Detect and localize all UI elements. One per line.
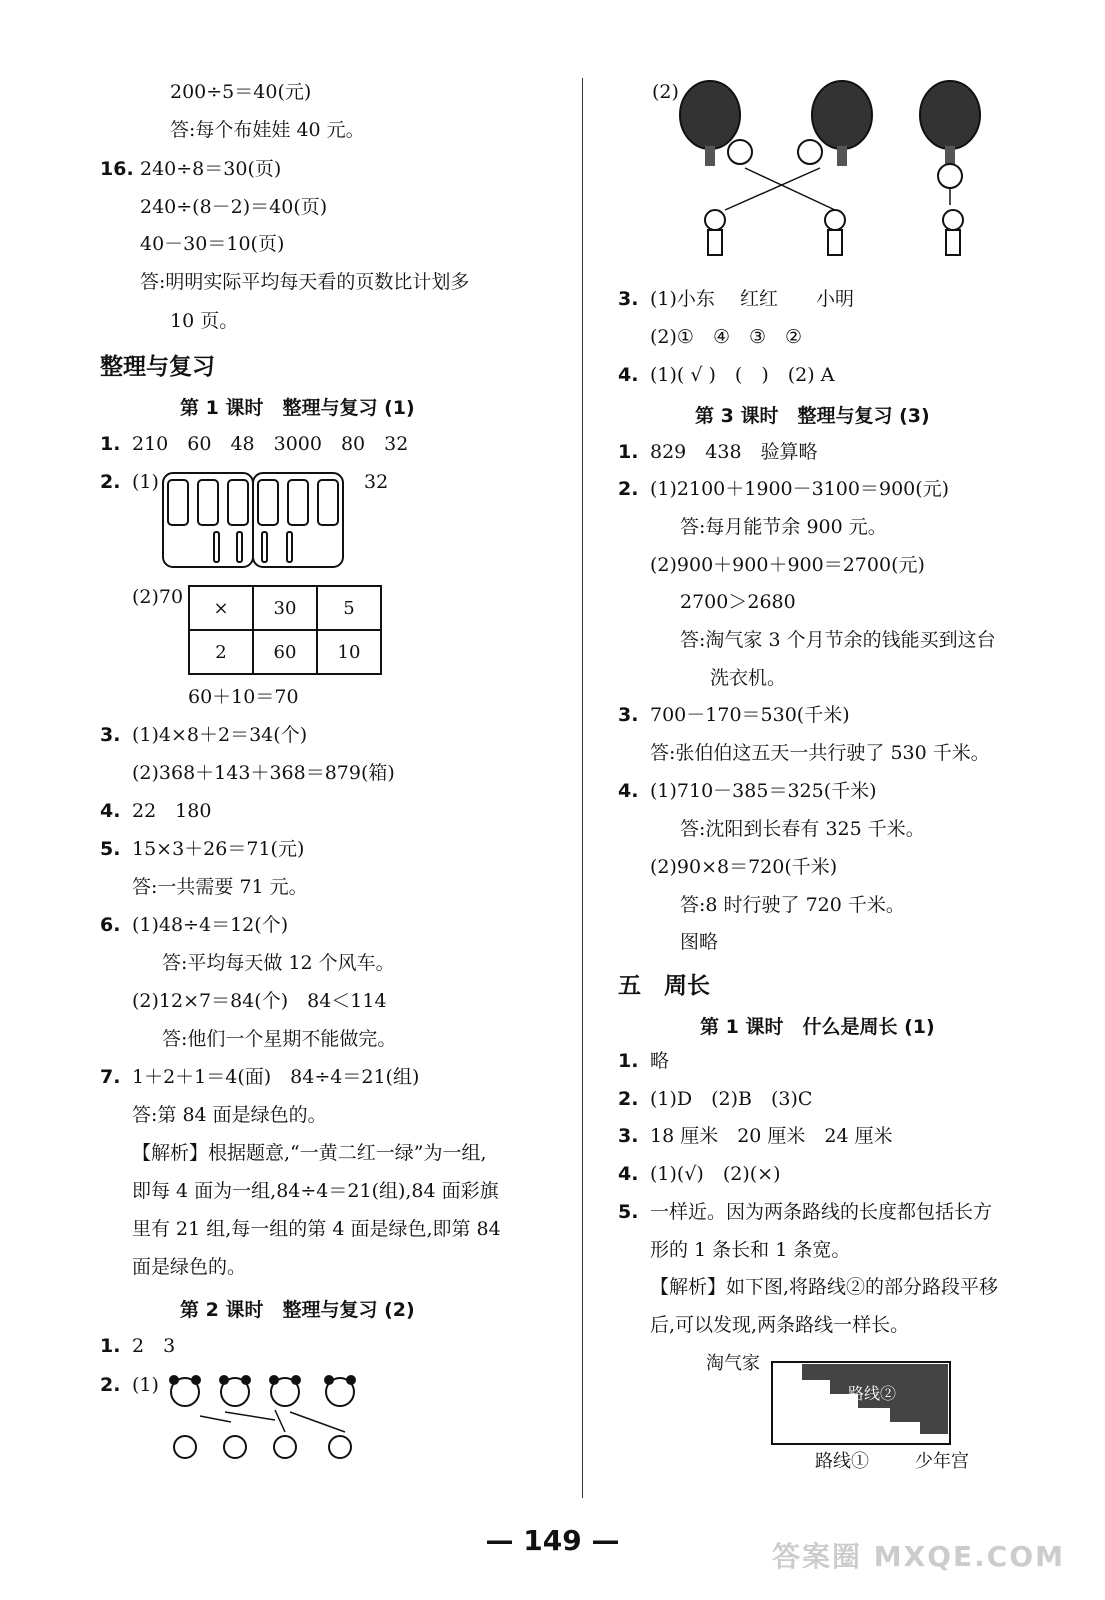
equation-line: (2)12×7＝84(个) 84＜114 <box>132 990 387 1012</box>
answer-line: 答:每月能节余 900 元。 <box>680 516 887 538</box>
question-number: 3. <box>618 1125 639 1147</box>
answer-line: (1)( √ ) ( ) (2) A <box>650 364 835 386</box>
counting-sticks-figure <box>162 470 347 570</box>
answer-line: 829 438 验算略 <box>650 441 818 463</box>
map-label-route2: 路线② <box>848 1384 897 1403</box>
answer-line: 洗衣机。 <box>710 667 787 689</box>
question-number: 4. <box>100 800 121 822</box>
analysis-line: 里有 21 组,每一组的第 4 面是绿色,即第 84 <box>132 1218 501 1240</box>
panda-matching-figure <box>165 1372 370 1468</box>
map-label-destination: 少年宫 <box>915 1451 969 1472</box>
equation-line: 240÷(8－2)＝40(页) <box>140 196 328 218</box>
section-heading: 整理与复习 <box>100 354 215 380</box>
table-cell: 2 <box>189 630 253 674</box>
answer-value: 32 <box>364 471 389 493</box>
answer-line: 图略 <box>680 931 719 953</box>
question-number: 1. <box>618 441 639 463</box>
answer-line: 一样近。因为两条路线的长度都包括长方 <box>650 1201 993 1223</box>
table-cell: 5 <box>317 586 381 630</box>
analysis-line: 面是绿色的。 <box>132 1256 247 1278</box>
sub-label: (1) <box>132 471 159 493</box>
answer-line: 答:沈阳到长春有 325 千米。 <box>680 818 925 840</box>
chapter-heading: 五 周长 <box>618 973 710 999</box>
answer-line: 答:张伯伯这五天一共行驶了 530 千米。 <box>650 742 990 764</box>
watermark-logo: 答案圈 MXQE.COM <box>772 1540 1065 1573</box>
equation-line: (2)368＋143＋368＝879(箱) <box>132 762 395 784</box>
answer-line: 答:一共需要 71 元。 <box>132 876 308 898</box>
lesson-heading: 第 3 课时 整理与复习 (3) <box>695 405 930 427</box>
answer-line: (2)① ④ ③ ② <box>650 326 803 348</box>
question-number: 3. <box>100 724 121 746</box>
question-number: 4. <box>618 364 639 386</box>
answer-line: 22 180 <box>132 800 212 822</box>
question-number: 2. <box>100 471 121 493</box>
answer-line: 略 <box>650 1050 670 1072</box>
question-number: 2. <box>618 478 639 500</box>
answer-line: (1)小东 红红 小明 <box>650 288 854 310</box>
answer-line: (1)(√) (2)(×) <box>650 1163 781 1185</box>
map-label-home: 淘气家 <box>706 1353 760 1374</box>
equation-line: (1)4×8＋2＝34(个) <box>132 724 308 746</box>
lesson-heading: 第 1 课时 整理与复习 (1) <box>180 397 415 419</box>
analysis-line: 【解析】如下图,将路线②的部分路段平移 <box>650 1276 999 1298</box>
question-number: 5. <box>100 838 121 860</box>
question-number: 3. <box>618 288 639 310</box>
column-divider <box>582 78 583 1498</box>
analysis-line: 即每 4 面为一组,84÷4＝21(组),84 面彩旗 <box>132 1180 499 1202</box>
equation-line: 60＋10＝70 <box>188 686 299 708</box>
answer-line: 210 60 48 3000 80 32 <box>132 433 409 455</box>
answer-line: 答:每个布娃娃 40 元。 <box>170 119 365 141</box>
table-cell: 60 <box>253 630 317 674</box>
trees-balls-figure <box>670 80 990 275</box>
lesson-heading: 第 2 课时 整理与复习 (2) <box>180 1299 415 1321</box>
page-number: — 149 — <box>485 1524 620 1557</box>
answer-line: 答:淘气家 3 个月节余的钱能买到这台 <box>680 629 996 651</box>
answer-line: 形的 1 条长和 1 条宽。 <box>650 1239 851 1261</box>
table-cell: × <box>189 586 253 630</box>
question-number: 4. <box>618 780 639 802</box>
question-number: 1. <box>100 433 121 455</box>
sub-label: (2) <box>652 81 679 103</box>
table-cell: 10 <box>317 630 381 674</box>
equation-line: (1)710－385＝325(千米) <box>650 780 877 802</box>
multiplication-table <box>188 585 382 675</box>
question-number: 7. <box>100 1066 121 1088</box>
question-number: 16. <box>100 158 134 180</box>
equation-line: 240÷8＝30(页) <box>140 158 282 180</box>
question-number: 1. <box>100 1335 121 1357</box>
answer-line: 答:平均每天做 12 个风车。 <box>162 952 395 974</box>
question-number: 2. <box>618 1088 639 1110</box>
lesson-heading: 第 1 课时 什么是周长 (1) <box>700 1016 935 1038</box>
equation-line: (2)90×8＝720(千米) <box>650 856 838 878</box>
map-label-route1: 路线① <box>815 1451 869 1472</box>
sub-label: (2)70 <box>132 586 184 608</box>
question-number: 3. <box>618 704 639 726</box>
equation-line: 40－30＝10(页) <box>140 233 285 255</box>
question-number: 1. <box>618 1050 639 1072</box>
equation-line: (1)48÷4＝12(个) <box>132 914 289 936</box>
question-number: 5. <box>618 1201 639 1223</box>
answer-line: 答:第 84 面是绿色的。 <box>132 1104 327 1126</box>
answer-line: 答:他们一个星期不能做完。 <box>162 1028 397 1050</box>
equation-line: 700－170＝530(千米) <box>650 704 850 726</box>
analysis-line: 【解析】根据题意,“一黄二红一绿”为一组, <box>132 1142 487 1164</box>
question-number: 2. <box>100 1374 121 1396</box>
equation-line: 15×3＋26＝71(元) <box>132 838 305 860</box>
equation-line: 2700＞2680 <box>680 591 796 613</box>
equation-line: 1＋2＋1＝4(面) 84÷4＝21(组) <box>132 1066 420 1088</box>
table-cell: 30 <box>253 586 317 630</box>
equation-line: (2)900＋900＋900＝2700(元) <box>650 554 925 576</box>
answer-line: 10 页。 <box>170 310 239 332</box>
sub-label: (1) <box>132 1374 159 1396</box>
answer-line: 2 3 <box>132 1335 176 1357</box>
answer-line: 答:明明实际平均每天看的页数比计划多 <box>140 271 470 293</box>
answer-line: 答:8 时行驶了 720 千米。 <box>680 894 905 916</box>
answer-line: (1)D (2)B (3)C <box>650 1088 813 1110</box>
equation-line: (1)2100＋1900－3100＝900(元) <box>650 478 950 500</box>
answer-line: 18 厘米 20 厘米 24 厘米 <box>650 1125 893 1147</box>
question-number: 4. <box>618 1163 639 1185</box>
question-number: 6. <box>100 914 121 936</box>
analysis-line: 后,可以发现,两条路线一样长。 <box>650 1314 910 1336</box>
equation-line: 200÷5＝40(元) <box>170 81 312 103</box>
